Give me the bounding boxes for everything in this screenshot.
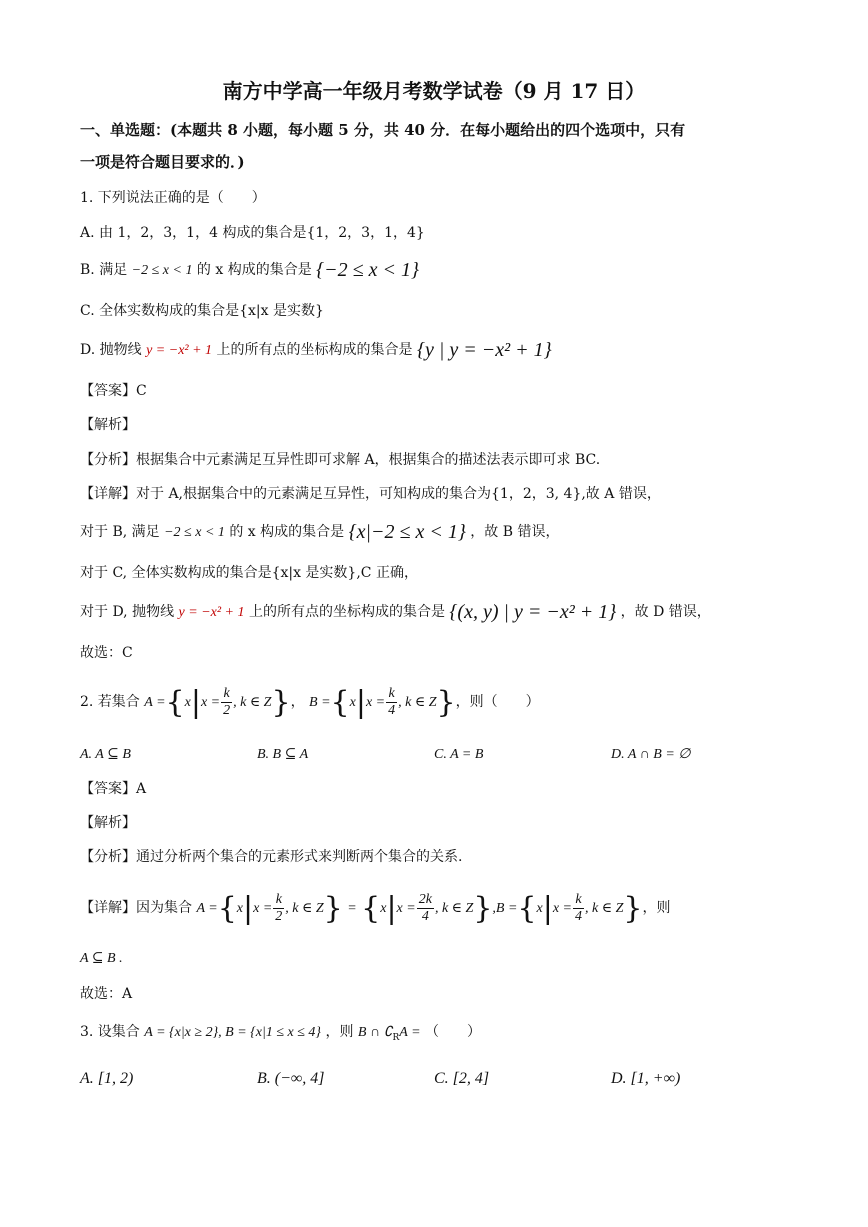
q1-b-math-inequality: −2 ≤ x < 1 <box>131 263 193 278</box>
q1-detail-a: 【详解】对于 A,根据集合中的元素满足互异性，可知构成的集合为{1，2，3, 4},故 A 错误， <box>80 486 661 502</box>
q1-stem: 1. 下列说法正确的是（ ） <box>80 190 266 206</box>
q2-stem-prefix: 2. 若集合 <box>80 694 140 710</box>
q2-frac-k-4: $\frac{k}{4}$ <box>388 685 396 718</box>
q2-detail-prefix: 【详解】因为集合 <box>80 900 192 916</box>
q1-detail-b-math1: −2 ≤ x < 1 <box>164 525 225 540</box>
q2-conclusion: A ⊆ B . <box>80 951 123 966</box>
q3-option-b: B. (−∞, 4] <box>257 1070 325 1087</box>
q1-detail-d-suffix: ，故 D 错误， <box>620 604 711 620</box>
q1-d-prefix: D. 抛物线 <box>80 342 142 358</box>
q3-stem-middle: ，则 <box>325 1024 354 1040</box>
q1-b-middle: 的 x 构成的集合是 <box>196 262 312 278</box>
q2-sep: ， <box>290 694 305 710</box>
q3-sets: A = {x|x ≥ 2}, B = {x|1 ≤ x ≤ 4} <box>144 1025 322 1040</box>
q2-detail-set-b: B = <box>495 901 518 916</box>
q2-set-a-label: A = <box>144 695 166 710</box>
q2-detail-suffix: ，则 <box>642 900 671 916</box>
q3-a-eq: A = <box>399 1025 421 1040</box>
q1-detail-d-math2: {(x, y) | y = −x² + 1} <box>449 601 617 623</box>
q1-detail-d-math1: y = −x² + 1 <box>178 605 245 620</box>
q2-set-b-label: B = <box>309 695 331 710</box>
q3-stem <box>80 1022 481 1048</box>
q2-detail-frac-2k-4: $\frac{2k}{4}$ <box>418 891 432 924</box>
q1-option-c: C. 全体实数构成的集合是{x|x 是实数} <box>80 303 324 319</box>
q1-b-prefix: B. 满足 <box>80 262 128 278</box>
q2-detail-frac-k-4: $\frac{k}{4}$ <box>575 891 582 924</box>
q1-detail-b-middle: 的 x 构成的集合是 <box>229 524 345 540</box>
q2-detail-set-a: A = <box>196 901 218 916</box>
q2-answer: 【答案】A <box>80 781 147 797</box>
q2-stem: 2. 若集合 A ={x|x = $\frac{k}{2}$ , k ∈ Z}， B ={x|x = $\frac{k}{4}$ , k ∈ Z}，则（ ） <box>80 685 540 720</box>
q2-detail-frac-k-2: $\frac{k}{2}$ <box>275 891 283 924</box>
q2-detail-eq: = <box>347 901 357 916</box>
q1-option-b <box>80 260 419 281</box>
q2-jiexi: 【解析】 <box>80 815 136 831</box>
q3-complement: B ∩ ∁ <box>357 1025 393 1040</box>
q1-d-math-set: {y | y = −x² + 1} <box>416 339 552 361</box>
q2-choose: 故选：A <box>80 986 133 1002</box>
exam-title: 南方中学高一年级月考数学试卷（9 月 17 日） <box>222 79 646 103</box>
q1-d-middle: 上的所有点的坐标构成的集合是 <box>216 342 413 358</box>
q2-option-d: D. A ∩ B = ∅ <box>611 747 691 762</box>
section-header-line2: 一项是符合题目要求的．) <box>80 153 245 171</box>
q2-analysis: 【分析】通过分析两个集合的元素形式来判断两个集合的关系. <box>80 849 463 865</box>
q2-detail: 【详解】因为集合 A ={x|x = $\frac{k}{2}$ , k ∈ Z} = {x|x = $\frac{2k}{4}$ , k ∈ Z},B ={x|x = $\frac{k}{4}$ , k ∈ Z}，则 <box>80 891 671 926</box>
q3-option-a: A. [1, 2) <box>80 1070 134 1087</box>
q2-x-eq: x = <box>200 695 221 710</box>
q2-option-b: B. B ⊆ A <box>257 747 309 762</box>
q1-option-a: A. 由 1，2，3，1，4 构成的集合是{1，2，3，1，4} <box>80 225 425 241</box>
q1-detail-b-math2: {x|−2 ≤ x < 1} <box>348 521 466 543</box>
q1-detail-d-middle: 上的所有点的坐标构成的集合是 <box>248 604 445 620</box>
q2-x-eq-b: x = <box>365 695 386 710</box>
q3-option-c: C. [2, 4] <box>434 1070 490 1087</box>
q1-d-math-parabola: y = −x² + 1 <box>146 343 213 358</box>
q2-var: x <box>184 695 191 710</box>
q1-answer: 【答案】C <box>80 383 147 399</box>
q3-option-d: D. [1, +∞) <box>611 1070 681 1087</box>
q3-stem-prefix: 3. 设集合 <box>80 1024 140 1040</box>
q1-detail-b <box>80 522 559 543</box>
q3-sub-r: R <box>392 1032 400 1043</box>
q1-detail-d <box>80 602 711 623</box>
section-header-line1: 一、单选题：(本题共 8 小题，每小题 5 分，共 40 分．在每小题给出的四个选项中，只有 <box>80 121 686 139</box>
q1-choose: 故选：C <box>80 645 133 661</box>
q2-option-a: A. A ⊆ B <box>80 747 131 762</box>
q2-kz: , k ∈ Z <box>233 695 272 710</box>
q1-jiexi: 【解析】 <box>80 417 136 433</box>
q1-detail-c: 对于 C, 全体实数构成的集合是{x|x 是实数},C 正确， <box>80 565 418 581</box>
q2-kz-b: , k ∈ Z <box>398 695 437 710</box>
q2-var-b: x <box>349 695 356 710</box>
q1-b-math-set: {−2 ≤ x < 1} <box>316 259 419 281</box>
q3-stem-suffix: （ ） <box>424 1024 481 1040</box>
q1-analysis: 【分析】根据集合中元素满足互异性即可求解 A，根据集合的描述法表示即可求 BC. <box>80 452 601 468</box>
q2-stem-suffix: ，则（ ） <box>455 694 540 710</box>
q1-detail-b-suffix: ，故 B 错误， <box>470 524 560 540</box>
q1-option-d <box>80 340 552 361</box>
q2-option-c: C. A = B <box>434 747 484 762</box>
q1-detail-b-prefix: 对于 B, 满足 <box>80 524 160 540</box>
q2-frac-k-2: $\frac{k}{2}$ <box>223 685 231 718</box>
q1-detail-d-prefix: 对于 D, 抛物线 <box>80 604 175 620</box>
